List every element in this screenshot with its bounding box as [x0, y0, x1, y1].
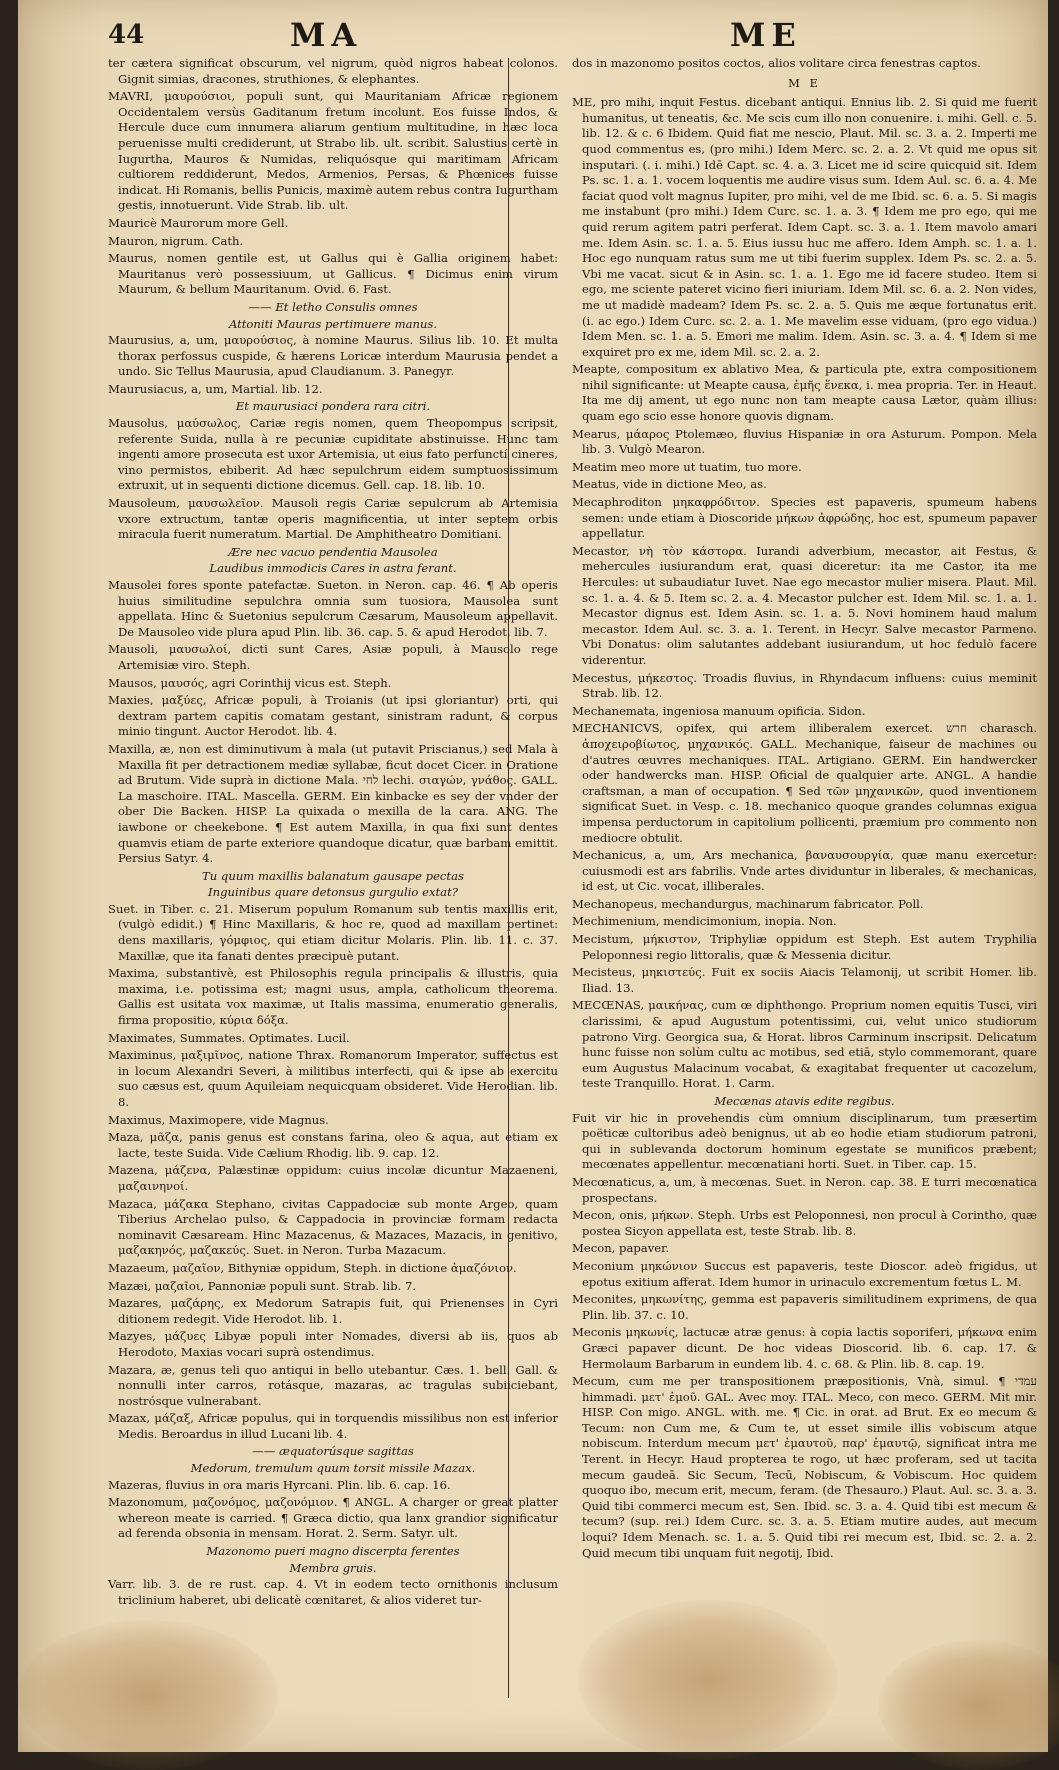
- dictionary-entry: Meconites, μηκωνίτης, gemma est papaveris similitudinem exprimens, de qua Plin. lib. 37. c. 10.: [572, 1292, 1037, 1322]
- quoted-verse: Ære nec vacuo pendentia Mausolea: [228, 544, 438, 559]
- dictionary-entry: MECŒNAS, μαικήνας, cum œ diphthongo. Proprium nomen equitis Tusci, viri clarissimi, & apud Augustum potentissimi, cui, velut unico studiorum patrono Virg. Georgica sua, & Horat. libros Carminum inscripsit. Delicatum hunc fuisse non solùm cultu ac motibus, sed etiā, stylo commemorant, quare eum Augustus Malacinum vocabat, & exagitabat frequenter ut cacozelum, teste Tranquillo. Horat. 1. Carm.: [572, 998, 1037, 1091]
- dictionary-entry: Meatim meo more ut tuatim, tuo more.: [572, 459, 802, 474]
- dictionary-entry: Mechanicus, a, um, Ars mechanica, βαναυσουργία, quæ manu exercetur: cuiusmodi est ars fabrilis. Vnde artes dividuntur in liberales, & mechanicas, id est, ut Cic. vocat, illiberales.: [572, 848, 1037, 894]
- dictionary-entry: Mecastor, νὴ τὸν κάστορα. Iurandi adverbium, mecastor, ait Festus, & mehercules iusiurandum erat, quasi diceretur: ita me Castor, ita me Hercules: ut subaudiatur Iuvet. Nae ego mecastor mulier misera. Plaut. Mil. sc. 1. a. 4. & 5. Item sc. 2. a. 4. Mecastor pulcher est. Idem Mil. sc. 1. a. 1. Mecastor dignus est. Idem Asin. sc. 1. a. 5. Novi hominem haud malum mecastor. Idem Aul. sc. 3. a. 1. Terent. in Hecyr. Salve mecastor Parmeno. Vbi Donatus: olim salutantes addebant iusiurandum, ut hoc fedulò facere viderentur.: [572, 543, 1037, 667]
- left-running-head: MA: [290, 16, 363, 54]
- dictionary-entry: Mecistum, μήκιστον, Triphyliæ oppidum est Steph. Est autem Tryphilia Peloponnesi regio littoralis, quæ & Messenia dicitur.: [572, 932, 1037, 962]
- quoted-verse: Membra gruis.: [289, 1560, 377, 1575]
- quoted-verse: Medorum, tremulum quum torsit missile Mazax.: [190, 1461, 476, 1476]
- right-running-head: ME: [730, 16, 802, 54]
- quoted-verse: Mecœnas atavis edite regibus.: [714, 1094, 895, 1108]
- dictionary-entry: Maximates, Summates. Optimates. Lucil.: [108, 1030, 350, 1045]
- dictionary-entry: Maurus, nomen gentile est, ut Gallus qui è Gallia originem habet: Mauritanus verò possessiuum, ut Gallicus. ¶ Dicimus enim virum Maurum, & bellum Mauritanum. Ovid. 6. Fast.: [108, 251, 558, 297]
- water-stain: [18, 1620, 278, 1770]
- left-column: [108, 56, 558, 1610]
- dictionary-entry: Mecœnaticus, a, um, à mecœnas. Suet. in Neron. cap. 38. E turri mecœnatica prospectans.: [572, 1174, 1037, 1205]
- dictionary-entry: Mechanopeus, mechandurgus, machinarum fabricator. Poll.: [572, 896, 924, 911]
- quoted-verse: —— æquatorúsque sagittas: [252, 1444, 414, 1459]
- dictionary-entry: Mearus, μάαρος Ptolemæo, fluvius Hispaniæ in ora Asturum. Pompon. Mela lib. 3. Vulgò Mearon.: [572, 426, 1037, 457]
- dictionary-entry: Maxilla, æ, non est diminutivum à mala (ut putavit Priscianus,) sed Mala à Maxilla fit per detractionem mediæ syllabæ, ficut docet Cicer. in Oratione ad Brutum. Vide suprà in dictione Mala. לחי lechi. σιαγών, γνάθος. GALL. La maschoire. ITAL. Mascella. GERM. Ein kinbacke es sey der vnder der ober Die Backen. HISP. La quixada o mexilla de la cara. ANG. The iawbone or cheekebone. ¶ Est autem Maxilla, in qua fixi sunt dentes quamvis etiam de parte exteriore quandoque dicatur, quæ barbam emittit. Persius Satyr. 4.: [108, 741, 558, 866]
- dictionary-entry: Mazyes, μάζυες Libyæ populi inter Nomades, diversi ab iis, quos ab Herodoto, Maxias vocari suprà ostendimus.: [108, 1329, 558, 1359]
- dictionary-entry: Meapte, compositum ex ablativo Mea, & particula pte, extra compositionem nihil significante: ut Meapte causa, ἐμῆς ἕνεκα, i. mea propria. Ter. in Heaut. Ita me dij ament, ut ego nunc non tam meapte causa Lætor, quàm illius: quam ego scio esse honore quovis dignam.: [572, 362, 1037, 424]
- dictionary-entry: Varr. lib. 3. de re rust. cap. 4. Vt in eodem tecto ornithonis inclusum triclinium haberet, ubi delicatè cœnitaret, & alios videret tur-: [108, 1577, 558, 1607]
- dictionary-entry: Mechanemata, ingeniosa manuum opificia. Sidon.: [572, 703, 866, 718]
- page-number: 44: [108, 20, 145, 50]
- quoted-verse: Et maurusiaci pondera rara citri.: [235, 399, 431, 414]
- dictionary-entry: Mazeras, fluvius in ora maris Hyrcani. Plin. lib. 6. cap. 16.: [108, 1477, 451, 1492]
- right-column: [572, 56, 1037, 1563]
- section-heading: M E: [787, 75, 822, 90]
- page-header: [90, 14, 1050, 62]
- dictionary-entry: Mazara, æ, genus teli quo antiqui in bello utebantur. Cæs. 1. bell. Gall. & nonnulli inter carros, rotásque, mazaras, ac tragulas subiiciebant, nostrósque vulnerabant.: [108, 1362, 558, 1408]
- dictionary-entry: Mecisteus, μηκιστεύς. Fuit ex sociis Aiacis Telamonij, ut scribit Homer. lib. Iliad. 13.: [572, 965, 1037, 995]
- dictionary-entry: Maxima, substantivè, est Philosophis regula principalis & illustris, quia maxima, i.e. potissima est; magni usus, ampla, catholicum theorema. Gallis est usitata vox maximæ, ut Italis massima, enumeratio generalis, firma propositio, κύρια δόξα.: [108, 966, 558, 1028]
- dictionary-entry: Mazax, μάζαξ, Africæ populus, qui in torquendis missilibus non est inferior Medis. Beroardus in illud Lucani lib. 4.: [108, 1411, 558, 1441]
- dictionary-entry: Maximus, Maximopere, vide Magnus.: [108, 1112, 329, 1127]
- dictionary-entry: Maxies, μαξύες, Africæ populi, à Troianis (ut ipsi gloriantur) orti, qui dextram partem capitis comatam gestant, sinistram radunt, & corpus minio tingunt. Auctor Herodot. lib. 4.: [108, 693, 558, 739]
- dictionary-entry: Mazares, μαζάρης, ex Medorum Satrapis fuit, qui Prienenses in Cyri ditionem redegit. Vide Herodot. lib. 1.: [108, 1296, 558, 1326]
- quoted-verse: Inguinibus quare detonsus gurgulio extat?: [208, 885, 458, 900]
- dictionary-entry: Maza, μᾶζα, panis genus est constans farina, oleo & aqua, aut etiam ex lacte, teste Suida. Vide Cælium Rhodig. lib. 9. cap. 12.: [108, 1130, 558, 1160]
- dictionary-entry: Mauricè Maurorum more Gell.: [108, 215, 289, 230]
- dictionary-entry: Mausoli, μαυσωλοί, dicti sunt Cares, Asiæ populi, à Mausolo rege Artemisiæ viro. Steph.: [108, 642, 558, 672]
- dictionary-entry: Fuit vir hic in provehendis cùm omnium disciplinarum, tum præsertim poëticæ cultoribus adeò benignus, ut ab eo hodie etiam studiorum patroni, qui in sublevanda doctorum hominum egestate se munificos præbent; mecœnates appellentur. mecœnatiani horti. Suet. in Tiber. cap. 15.: [572, 1110, 1037, 1172]
- quoted-verse: Tu quum maxillis balanatum gausape pectas: [202, 868, 464, 883]
- dictionary-entry: Mechimenium, mendicimonium, inopia. Non.: [572, 914, 837, 929]
- dictionary-entry: Meconium μηκώνιον Succus est papaveris, teste Dioscor. adeò frigidus, ut epotus exitium afferat. Idem humor in urinaculo excrementum fœtus L. M.: [572, 1258, 1037, 1289]
- dictionary-entry: Mazonomum, μαζονόμος, μαζονόμιον. ¶ ANGL. A charger or great platter whereon meate is carried. ¶ Græca dictio, qua lanx grandior significatur ad ferenda obsonia in mensam. Horat. 2. Serm. Satyr. ult.: [108, 1495, 558, 1541]
- dictionary-entry: Mausolus, μαύσωλος, Cariæ regis nomen, quem Theopompus scripsit, referente Suida, nulla à re pecuniæ cupiditate abstinuisse. Hunc tam ingenti amore prosecuta est uxor Artemisia, ut eius fato perfunctí cineres, vino permistos, ebiberit. Ad hæc sepulchrum eidem sumptuosissimum extruxit, ut in sequenti dictione dicemus. Gell. cap. 18. lib. 10.: [108, 416, 558, 493]
- dictionary-entry: Mausos, μαυσός, agri Corinthij vicus est. Steph.: [108, 675, 392, 690]
- dictionary-entry: Suet. in Tiber. c. 21. Miserum populum Romanum sub tentis maxillis erit, (vulgò edidit.) ¶ Hinc Maxillaris, & hoc re, quod ad maxillam pertinet: dens maxillaris, γόμφιος, qui etiam dicitur Molaris. Plin. lib. 11. c. 37. Maxillæ, que ita fanati dentes præcipuè putant.: [108, 901, 558, 963]
- dictionary-entry: Mausolei fores sponte patefactæ. Sueton. in Neron. cap. 46. ¶ Ab operis huius similitudine sepulchra omnia sum tuosiora, Mausolea sunt appellata. Hinc & Suetonius sepulcrum Cæsarum, Mausoleum appellavit. De Mausoleo vide plura apud Plin. lib. 36. cap. 5. & apud Herodot. lib. 7.: [108, 578, 558, 639]
- quoted-verse: Laudibus immodicis Cares in astra ferant.: [209, 561, 457, 576]
- dictionary-entry: Mazæi, μαζαῖοι, Pannoniæ populi sunt. Strab. lib. 7.: [108, 1278, 417, 1293]
- dictionary-entry: Maurusiacus, a, um, Martial. lib. 12.: [108, 381, 323, 396]
- dictionary-entry: Maximinus, μαξιμῖνος, natione Thrax. Romanorum Imperator, suffectus est in locum Alexandri Severi, à militibus interfecti, qui & ipse ab exercitu suo cæsus est, quum Aquileiam nequicquam obsideret. Vide Herodian. lib. 8.: [108, 1048, 558, 1109]
- water-stain: [578, 1600, 838, 1760]
- dictionary-entry: Mazena, μάζενα, Palæstinæ oppidum: cuius incolæ dicuntur Mazaeneni, μαζαινηνοί.: [108, 1163, 558, 1193]
- dictionary-entry: Mauron, nigrum. Cath.: [108, 233, 244, 248]
- dictionary-entry: MECHANICVS, opifex, qui artem illiberalem exercet. חרש charasch. ἀποχειροβίωτος, μηχανικός. GALL. Mechanique, faiseur de machines ou d'autres œuvres mechaniques. ITAL. Artigiano. GERM. Ein handwercker oder handwercks man. HISP. Oficial de qualquier arte. ANGL. A handie craftsman, a man of occupation. ¶ Sed τῶν μηχανικῶν, quod inventionem significat Suet. in Vesp. c. 18. mechanico quoque grandes columnas exigua impensa perductorum in capitolium pollicenti, præmium pro commento non mediocre obtulit.: [572, 721, 1037, 845]
- dictionary-entry: Mecestus, μήκεστος. Troadis fluvius, in Rhyndacum influens: cuius meminit Strab. lib. 12.: [572, 670, 1037, 701]
- dictionary-entry: Mausoleum, μαυσωλεῖον. Mausoli regis Cariæ sepulcrum ab Artemisia vxore extructum, tantæ operis magnificentia, ut inter septem orbis miracula fuerit numeratum. Martial. De Amphitheatro Domitiani.: [108, 496, 558, 542]
- dictionary-entry: ME, pro mihi, inquit Festus. dicebant antiqui. Ennius lib. 2. Si quid me fuerit humanitus, ut teneatis, &c. Me scis cum illo non conuenire. i. mihi. Gell. c. 5. lib. 12. & c. 6 Ibidem. Quid fiat me nescio, Plaut. Mil. sc. 3. a. 2. Imperti me quod commentus es, (pro mihi.) Idem Merc. sc. 2. a. 2. Vt quid me opus sit insputari. (. i. mihi.) Idē Capt. sc. 4. a. 3. Licet me id scire quicquid sit. Idem Ps. sc. 1. a. 1. vocem loquentis me audire visus sum. Idem Aul. sc. 6. a. 4. Me faciat quod volt magnus Iupiter, pro mihi, vel de me Ibid. sc. 6. a. 5. Si magis me instabunt (pro mihi.) Idem Curc. sc. 1. a. 3. ¶ Idem me pro ego, qui me quid rerum agitem patri perferat. Idem Capt. sc. 3. a. 1. Item mavolo amari me. Idem Asin. sc. 1. a. 5. Eius iussu huc me affero. Idem Amph. sc. 1. a. 1. Hoc ego nunquam ratus sum me ut tibi fuerim supplex. Idem Ps. sc. 2. a. 5. Vbi me vacat. sicut & in Asin. sc. 1. a. 1. Ego me id facere studeo. Item si ego, me sciente pateret vicino fieri iniuriam. Idem Mil. sc. 6. a. 2. Non vides, me ut madidè madeam? Idem Ps. sc. 2. a. 5. Quis me æque fortunatus erit. (i. ac ego.) Idem Curc. sc. 2. a. 1. Me mavelim esse viduam, (pro ego vidua.) Idem Men. sc. 1. a. 5. Emori me malim. Idem. Asin. sc. 3. a. 4. ¶ Idem si me exquiret pro ex me, idem Mil. sc. 2. a. 2.: [572, 95, 1037, 359]
- dictionary-entry: Mecon, onis, μήκων. Steph. Urbs est Peloponnesi, non procul à Corintho, quæ postea Sicyon appellata est, teste Strab. lib. 8.: [572, 1208, 1037, 1238]
- dictionary-entry: ter cætera significat obscurum, vel nigrum, quòd nigros habeat colonos. Gignit simias, dracones, struthiones, & elephantes.: [108, 56, 558, 86]
- quoted-verse: Mazonomo pueri magno discerpta ferentes: [206, 1544, 460, 1559]
- dictionary-entry: MAVRI, μαυρούσιοι, populi sunt, qui Mauritaniam Africæ regionem Occidentalem versùs Gaditanum fretum incolunt. Eos fuisse Indos, & Hercule duce cum innumera aliarum gentium multitudine, in hæc loca peruenisse multi crediderunt, ut Strabo lib. ult. scribit. Salustius certè in Iugurtha, Mauros & Numidas, reliquósque qui maritimam Africam cultiorem reddiderunt, Medos, Armenios, Persas, & Phœnices fuisse indicat. Hi Romanis, bellis Punicis, maximè autem rebus contra Iugurtham gestis, innotuerunt. Vide Strab. lib. ult.: [108, 89, 558, 213]
- dictionary-entry: Meconis μηκωνίς, lactucæ atræ genus: à copia lactis soporiferi, μήκωνα enim Græci papaver dicunt. De hoc videas Dioscorid. lib. 6. cap. 17. & Hermolaum Barbarum in eundem lib. 4. c. 68. & Plin. lib. 8. cap. 19.: [572, 1325, 1037, 1371]
- quoted-verse: Attoniti Mauras pertimuere manus.: [228, 316, 438, 331]
- dictionary-entry: Mecum, cum me per transpositionem præpositionis, Vnà, simul. ¶ עמדי himmadi. μετ' ἐμοῦ. GAL. Avec moy. ITAL. Meco, con meco. GERM. Mit mir. HISP. Con migo. ANGL. with. me. ¶ Cic. in orat. ad Brut. Ex eo mecum & Tecum: non Cum me, & Cum te, ut esset simile illis vobiscum atque nobiscum. Interdum mecum μετ' ἐμαυτοῦ, παρ' ἐμαυτῷ, significat intra me Terent. in Hecyr. Haud propterea te rogo, ut hæc proferam, sed ut tacita mecum gaudeā. Sic Secum, Tecū, Nobiscum, & Vobiscum. Hoc quidem quoquo ibo, mecum erit, mecum, feram. (de Thesauro.) Plaut. Aul. sc. 3. a. 3. Quid tibi commerci mecum est, Sen. Ibid. sc. 3. a. 4. Quid tibi est mecum & tecum? (sup. rei.) Idem Curc. sc. 3. a. 5. Etiam mutire audes, aut mecum loqui? Idem Menach. sc. 1. a. 5. Quid tibi rei mecum est, Ibid. sc. 2. a. 2. Quid mecum tibi unquam fuit negotij, Ibid.: [572, 1374, 1037, 1560]
- water-stain: [878, 1640, 1059, 1770]
- dictionary-entry: Meatus, vide in dictione Meo, as.: [572, 477, 767, 492]
- dictionary-entry: Mecaphroditon μηκαφρόδιτον. Species est papaveris, spumeum habens semen: unde etiam à Dioscoride μήκων ἀφρώδης, hoc est, spumeum papaver appellatur.: [572, 495, 1037, 541]
- quoted-verse: —— Et letho Consulis omnes: [248, 299, 418, 314]
- dictionary-entry: Mazaca, μάζακα Stephano, civitas Cappadociæ sub monte Argeo, quam Tiberius Archelao pulso, & Cappadocia in provinciæ formam redacta nominavit Cæsaream. Hinc Mazacenus, & Mazaces, Mazacis, in genitivo, μαζακηνός, μαζακεύς. Suet. in Neron. Turba Mazacum.: [108, 1196, 558, 1258]
- dictionary-entry: Mecon, papaver.: [572, 1241, 670, 1256]
- dictionary-entry: Mazaeum, μαζαῖον, Bithyniæ oppidum, Steph. in dictione ἀμαζόνιον.: [108, 1260, 517, 1275]
- dictionary-entry: Maurusius, a, um, μαυρούσιος, à nomine Maurus. Silius lib. 10. Et multa thorax perfossus cuspide, & hærens Loricæ interdum Maurusia pendet a undo. Sic Tellus Maurusia, apud Claudianum. 3. Panegyr.: [108, 333, 558, 379]
- dictionary-entry: dos in mazonomo positos coctos, alios volitare circa fenestras captos.: [572, 56, 981, 70]
